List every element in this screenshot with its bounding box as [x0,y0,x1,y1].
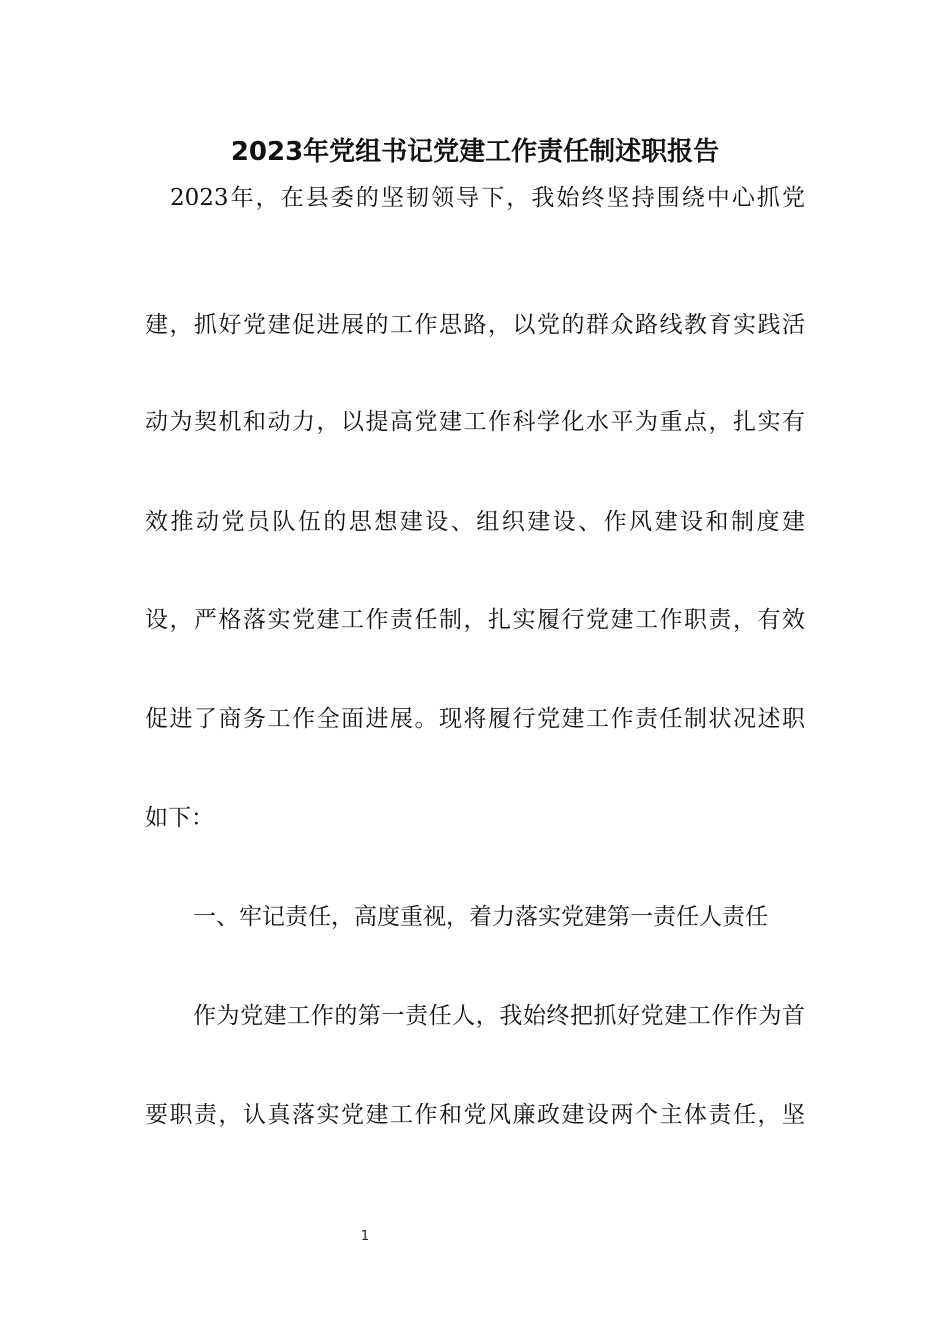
paragraph-line: 建，抓好党建促进展的工作思路，以党的群众路线教育实践活 [145,312,805,338]
paragraph-line: 要职责，认真落实党建工作和党风廉政建设两个主体责任，坚 [145,1102,805,1128]
paragraph-line: 作为党建工作的第一责任人，我始终把抓好党建工作作为首 [193,1003,805,1029]
paragraph-line: 动为契机和动力，以提高党建工作科学化水平为重点，扎实有 [145,409,805,435]
paragraph-line: 如下： [145,805,214,831]
paragraph-line: 促进了商务工作全面进展。现将履行党建工作责任制状况述职 [145,706,805,732]
page-number: 1 [360,1229,370,1244]
paragraph-line: 2023年，在县委的坚韧领导下，我始终坚持围绕中心抓党 [170,185,805,211]
document-title: 2023年党组书记党建工作责任制述职报告 [230,137,720,167]
section-heading: 一、牢记责任，高度重视，着力落实党建第一责任人责任 [193,904,768,930]
paragraph-line: 效推动党员队伍的思想建设、组织建设、作风建设和制度建 [145,509,805,535]
paragraph-line: 设，严格落实党建工作责任制，扎实履行党建工作职责，有效 [145,607,805,633]
